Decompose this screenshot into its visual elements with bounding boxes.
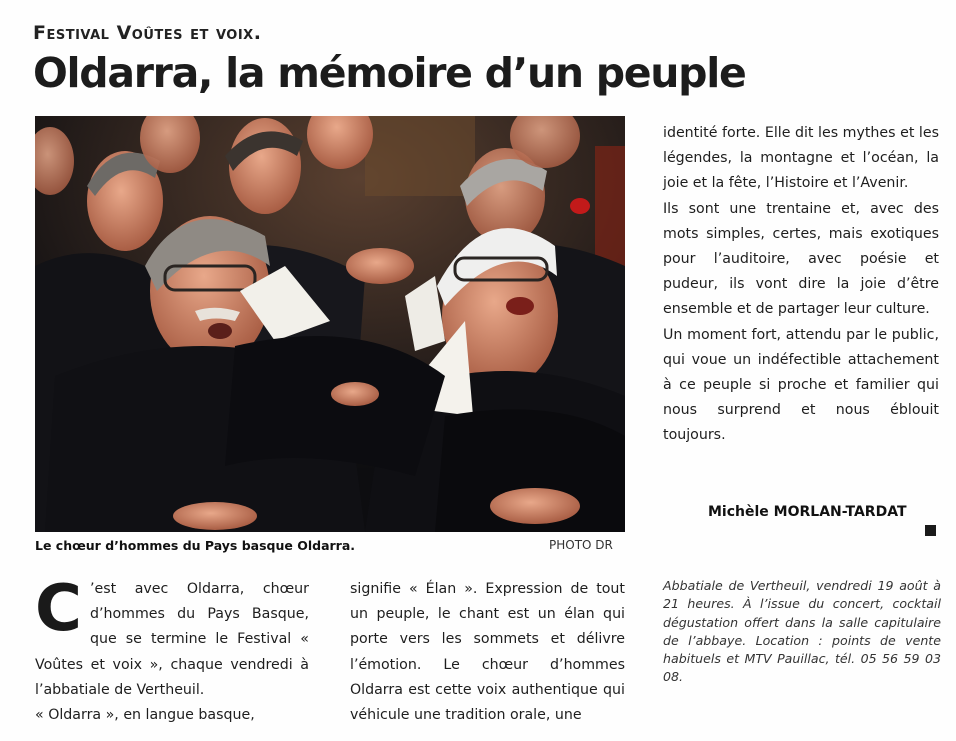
headline: Oldarra, la mémoire d’un peuple xyxy=(33,49,746,97)
photo-caption: Le chœur d’hommes du Pays basque Oldarra. xyxy=(35,538,356,553)
body-paragraph: « Oldarra », en langue basque, xyxy=(35,707,255,724)
drop-cap: C xyxy=(35,572,82,646)
kicker: Festival Voûtes et voix. xyxy=(33,22,262,44)
author-byline: Michèle MORLAN-TARDAT xyxy=(708,504,907,520)
lead-paragraph xyxy=(35,572,309,703)
event-info-text: Abbatiale de Vertheuil, vendredi 19 août à 21 heures. À l’issue du concert, cocktail dégustation offert dans la salle capitulaire de l’abbaye. Location : points de vente habituels et MTV Pauillac, tél. 05 56 59 03 08. xyxy=(663,578,941,685)
right-paragraph: identité forte. Elle dit les mythes et les légendes, la montagne et l’océan, la joie et la fête, l’Histoire et l’Avenir. xyxy=(663,125,939,192)
right-paragraph: Un moment fort, attendu par le public, qui voue un indéfectible attachement à ce peuple si proche et familier qui nous surprend et nous éblouit toujours. xyxy=(663,326,939,444)
right-paragraph: Ils sont une trentaine et, avec des mots simples, certes, mais exotiques pour l’auditoire, avec poésie et pudeur, ils vont dire la joie d’être ensemble et de partager leur culture. xyxy=(663,200,939,318)
body-column-2 xyxy=(350,577,625,728)
right-column xyxy=(663,121,939,449)
body-column-1 xyxy=(35,572,309,728)
end-mark xyxy=(925,525,936,536)
event-info-box xyxy=(663,577,941,687)
choir-photo xyxy=(35,116,625,532)
body-paragraph: signifie « Élan ». Expression de tout un peuple, le chant est un élan qui porte vers les sommets et délivre l’émotion. Le chœur d’hommes Oldarra est cette voix authentique qui véhicule une tradition orale, une xyxy=(350,581,625,724)
photo-credit: PHOTO DR xyxy=(549,538,613,552)
lead-text: ’est avec Oldarra, chœur d’hommes du Pays Basque, que se termine le Festival « Voûtes et voix », chaque vendredi à l’abbatiale de Vertheuil. xyxy=(35,581,309,698)
